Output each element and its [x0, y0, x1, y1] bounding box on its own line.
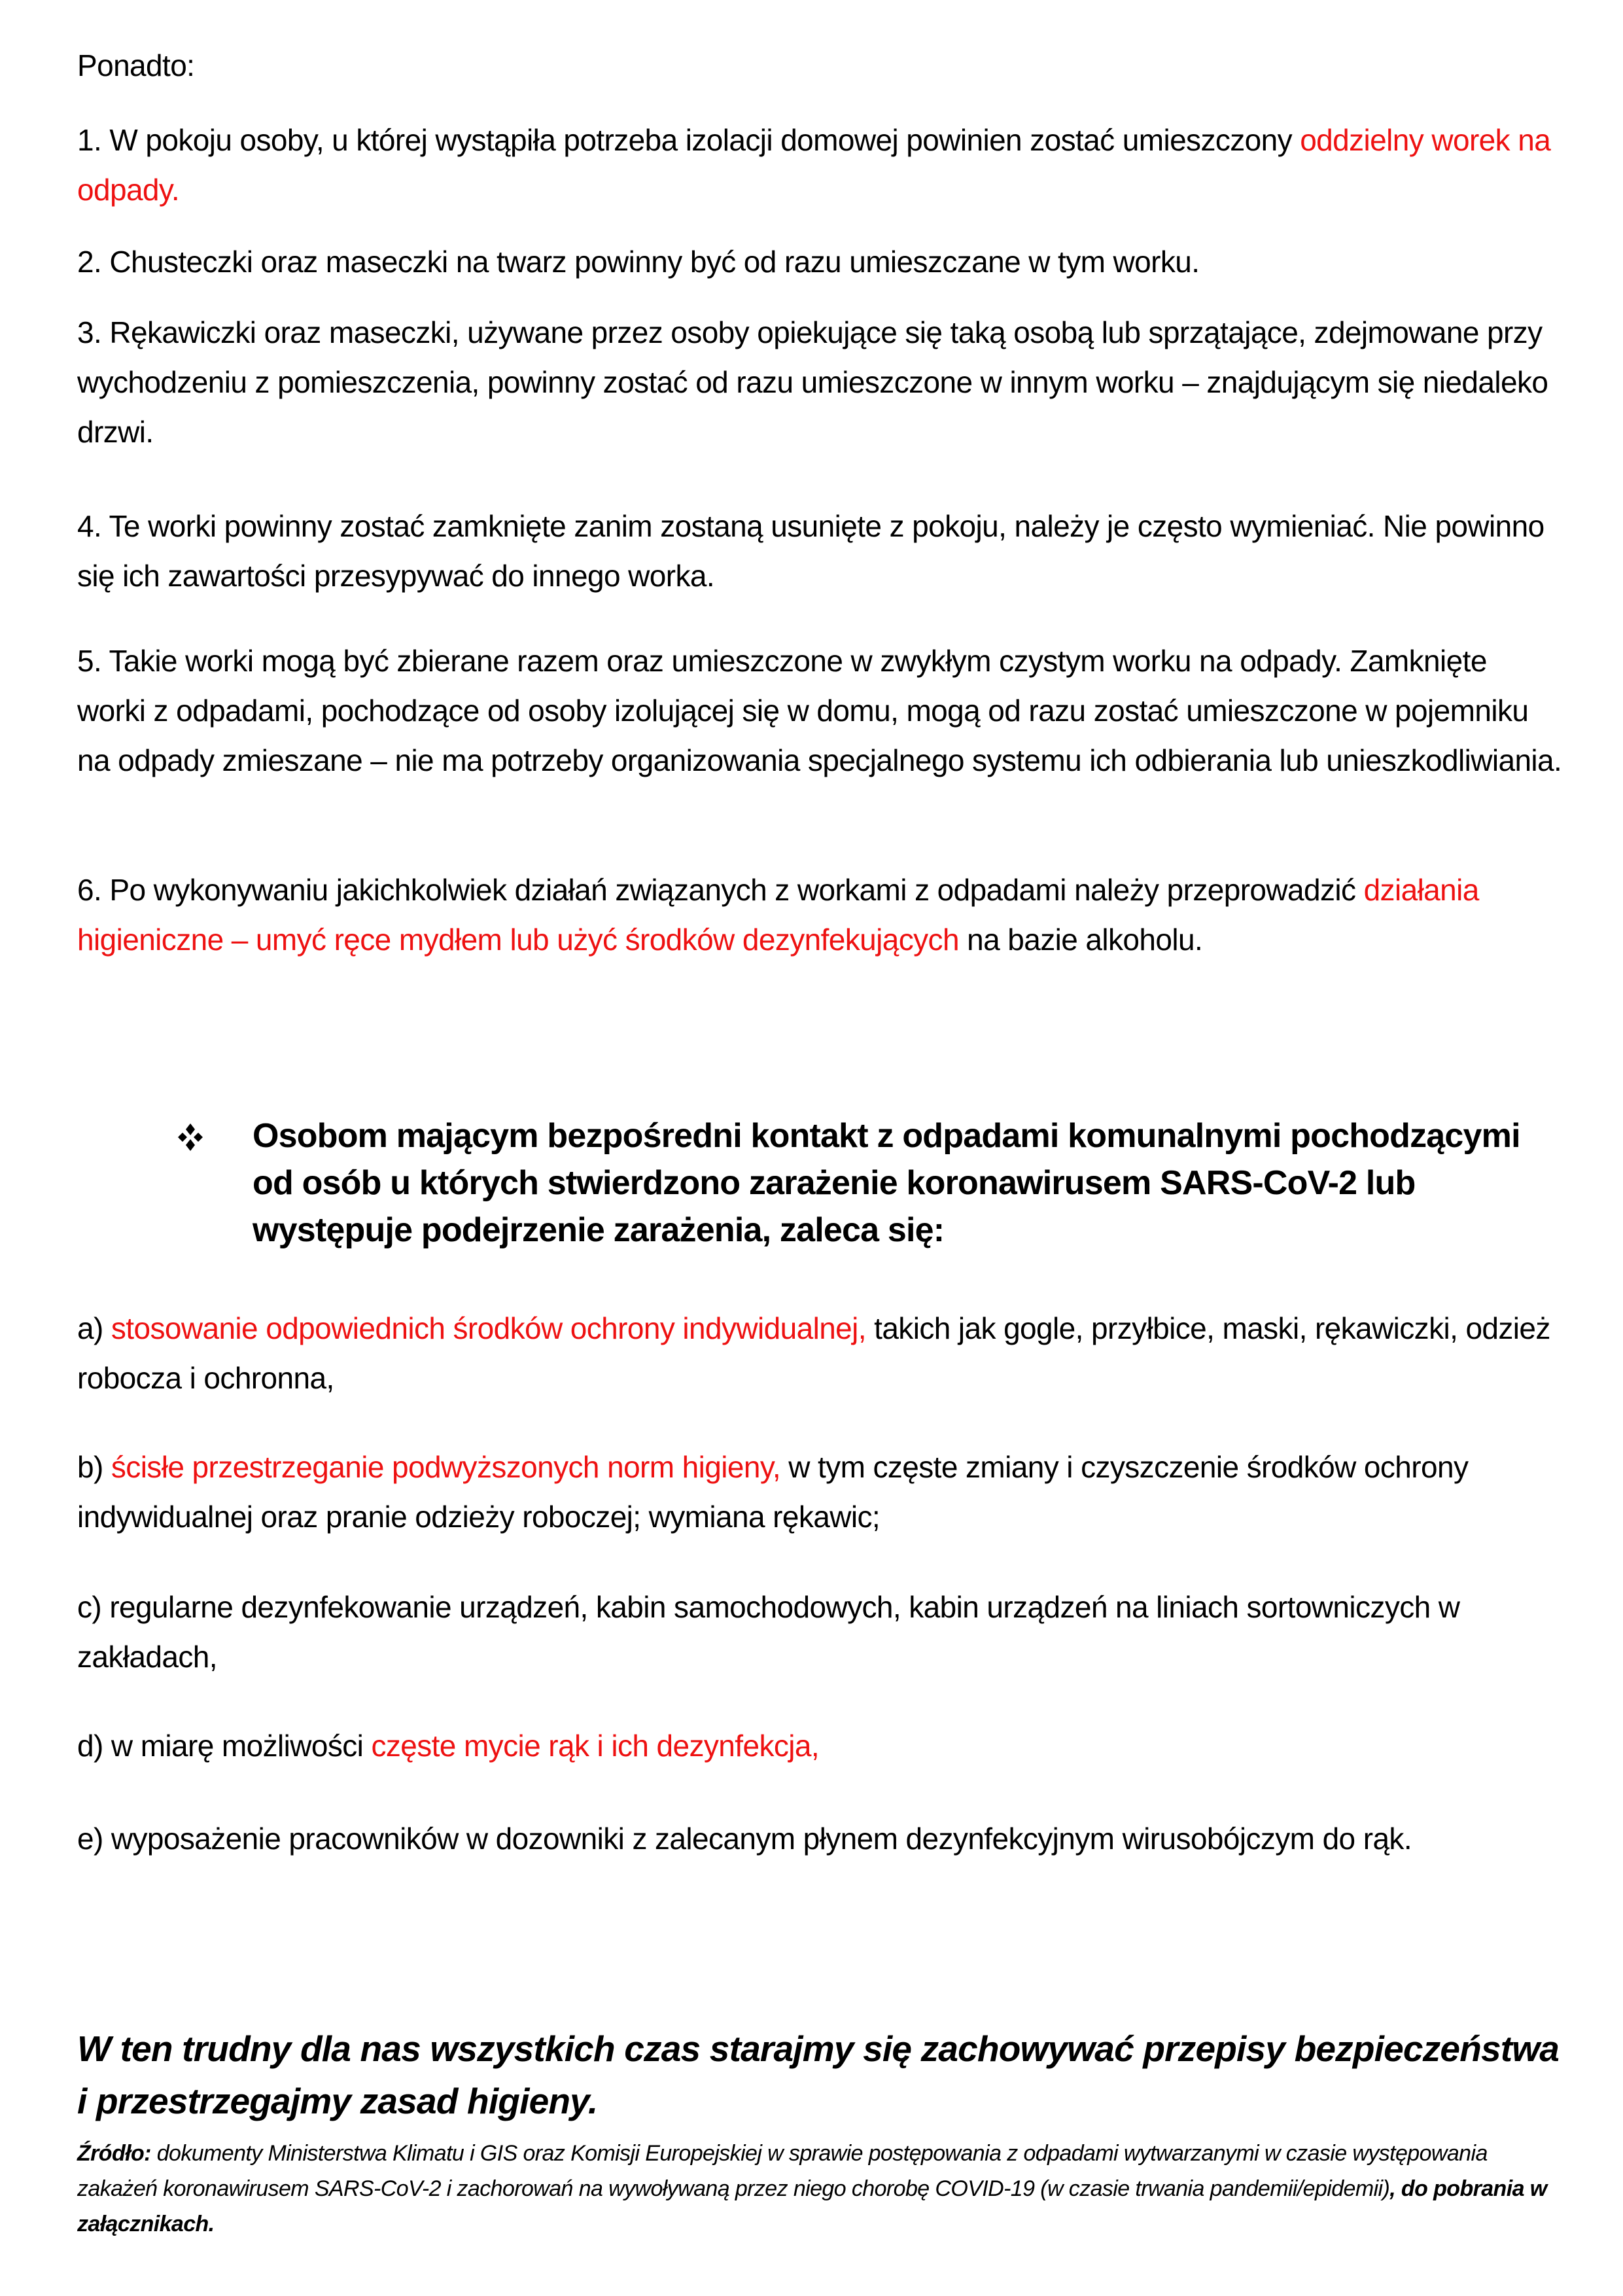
lettered-item-c: c) regularne dezynfekowanie urządzeń, kabin samochodowych, kabin urządzeń na liniach sortowniczych w zakładach,: [77, 1590, 1460, 1674]
source-label: Źródło:: [77, 2141, 151, 2166]
list-item-6: 6. Po wykonywaniu jakichkolwiek działań związanych z workami z odpadami należy przeprowadzić działania higieniczne – umyć ręce mydłem lub użyć środków dezynfekujących na bazie alkoholu.: [77, 873, 1479, 957]
list-item-1: 1. W pokoju osoby, u której wystąpiła potrzeba izolacji domowej powinien zostać umieszczony oddzielny worek na odpady.: [77, 123, 1551, 207]
item-letter: c): [77, 1590, 102, 1624]
section-heading: [175, 1112, 1549, 1254]
emphasis-text: stosowanie odpowiednich środków ochrony indywidualnej,: [111, 1311, 866, 1345]
item-number: 3.: [77, 315, 102, 349]
attachments-link[interactable]: , do pobrania w załącznikach.: [77, 2176, 1547, 2236]
list-item-3: 3. Rękawiczki oraz maseczki, używane przez osoby opiekujące się taką osobą lub sprzątające, zdejmowane przy wychodzeniu z pomieszczenia, powinny zostać od razu umieszczone w innym worku – znajdującym się niedaleko drzwi.: [77, 315, 1548, 449]
lettered-item-a: a) stosowanie odpowiednich środków ochrony indywidualnej, takich jak gogle, przyłbice, maski, rękawiczki, odzież robocza i ochronna,: [77, 1311, 1550, 1395]
item-number: 1.: [77, 123, 102, 157]
closing-statement: W ten trudny dla nas wszystkich czas starajmy się zachowywać przepisy bezpieczeństwa i przestrzegajmy zasad higieny.: [77, 2028, 1560, 2121]
emphasis-text: częste mycie rąk i ich dezynfekcja,: [371, 1729, 820, 1763]
emphasis-text: działania higieniczne – umyć ręce mydłem lub użyć środków dezynfekujących: [77, 873, 1479, 957]
lettered-item-d: d) w miarę możliwości częste mycie rąk i ich dezynfekcja,: [77, 1729, 820, 1763]
item-number: 5.: [77, 644, 102, 678]
diamond-bullet-icon: [175, 1112, 205, 1159]
list-item-4: 4. Te worki powinny zostać zamknięte zanim zostaną usunięte z pokoju, należy je często wymieniać. Nie powinno się ich zawartości przesypywać do innego worka.: [77, 509, 1544, 593]
source-text: dokumenty Ministerstwa Klimatu i GIS oraz Komisji Europejskiej w sprawie postępowania z odpadami wytwarzanymi w czasie występowania zakażeń koronawirusem SARS-CoV-2 i zachorowań na wywoływaną przez niego chorobę COVID-19 (w czasie trwania pandemii/epidemii): [77, 2141, 1488, 2201]
intro-text: Ponadto:: [77, 48, 195, 82]
item-number: 2.: [77, 245, 102, 279]
heading-text: Osobom mającym bezpośredni kontakt z odpadami komunalnymi pochodzącymi od osób u których stwierdzono zarażenie koronawirusem SARS-CoV-2 lub występuje podejrzenie zarażenia, zaleca się:: [253, 1117, 1520, 1249]
item-number: 4.: [77, 509, 102, 543]
source-note: [77, 2136, 1562, 2242]
emphasis-text: oddzielny worek na odpady.: [77, 123, 1551, 207]
emphasis-text: ścisłe przestrzeganie podwyższonych norm higieny,: [111, 1450, 781, 1484]
item-number: 6.: [77, 873, 102, 907]
lettered-item-e: e) wyposażenie pracowników w dozowniki z zalecanym płynem dezynfekcyjnym wirusobójczym do rąk.: [77, 1822, 1412, 1856]
lettered-item-b: b) ścisłe przestrzeganie podwyższonych norm higieny, w tym częste zmiany i czyszczenie środków ochrony indywidualnej oraz pranie odzieży roboczej; wymiana rękawic;: [77, 1450, 1469, 1534]
item-letter: e): [77, 1822, 103, 1856]
item-letter: b): [77, 1450, 103, 1484]
item-letter: d): [77, 1729, 103, 1763]
list-item-5: 5. Takie worki mogą być zbierane razem oraz umieszczone w zwykłym czystym worku na odpady. Zamknięte worki z odpadami, pochodzące od osoby izolującej się w domu, mogą od razu zostać umieszczone w pojemniku na odpady zmieszane – nie ma potrzeby organizowania specjalnego systemu ich odbierania lub unieszkodliwiania.: [77, 644, 1562, 777]
item-letter: a): [77, 1311, 103, 1345]
list-item-2: 2. Chusteczki oraz maseczki na twarz powinny być od razu umieszczane w tym worku.: [77, 245, 1200, 279]
